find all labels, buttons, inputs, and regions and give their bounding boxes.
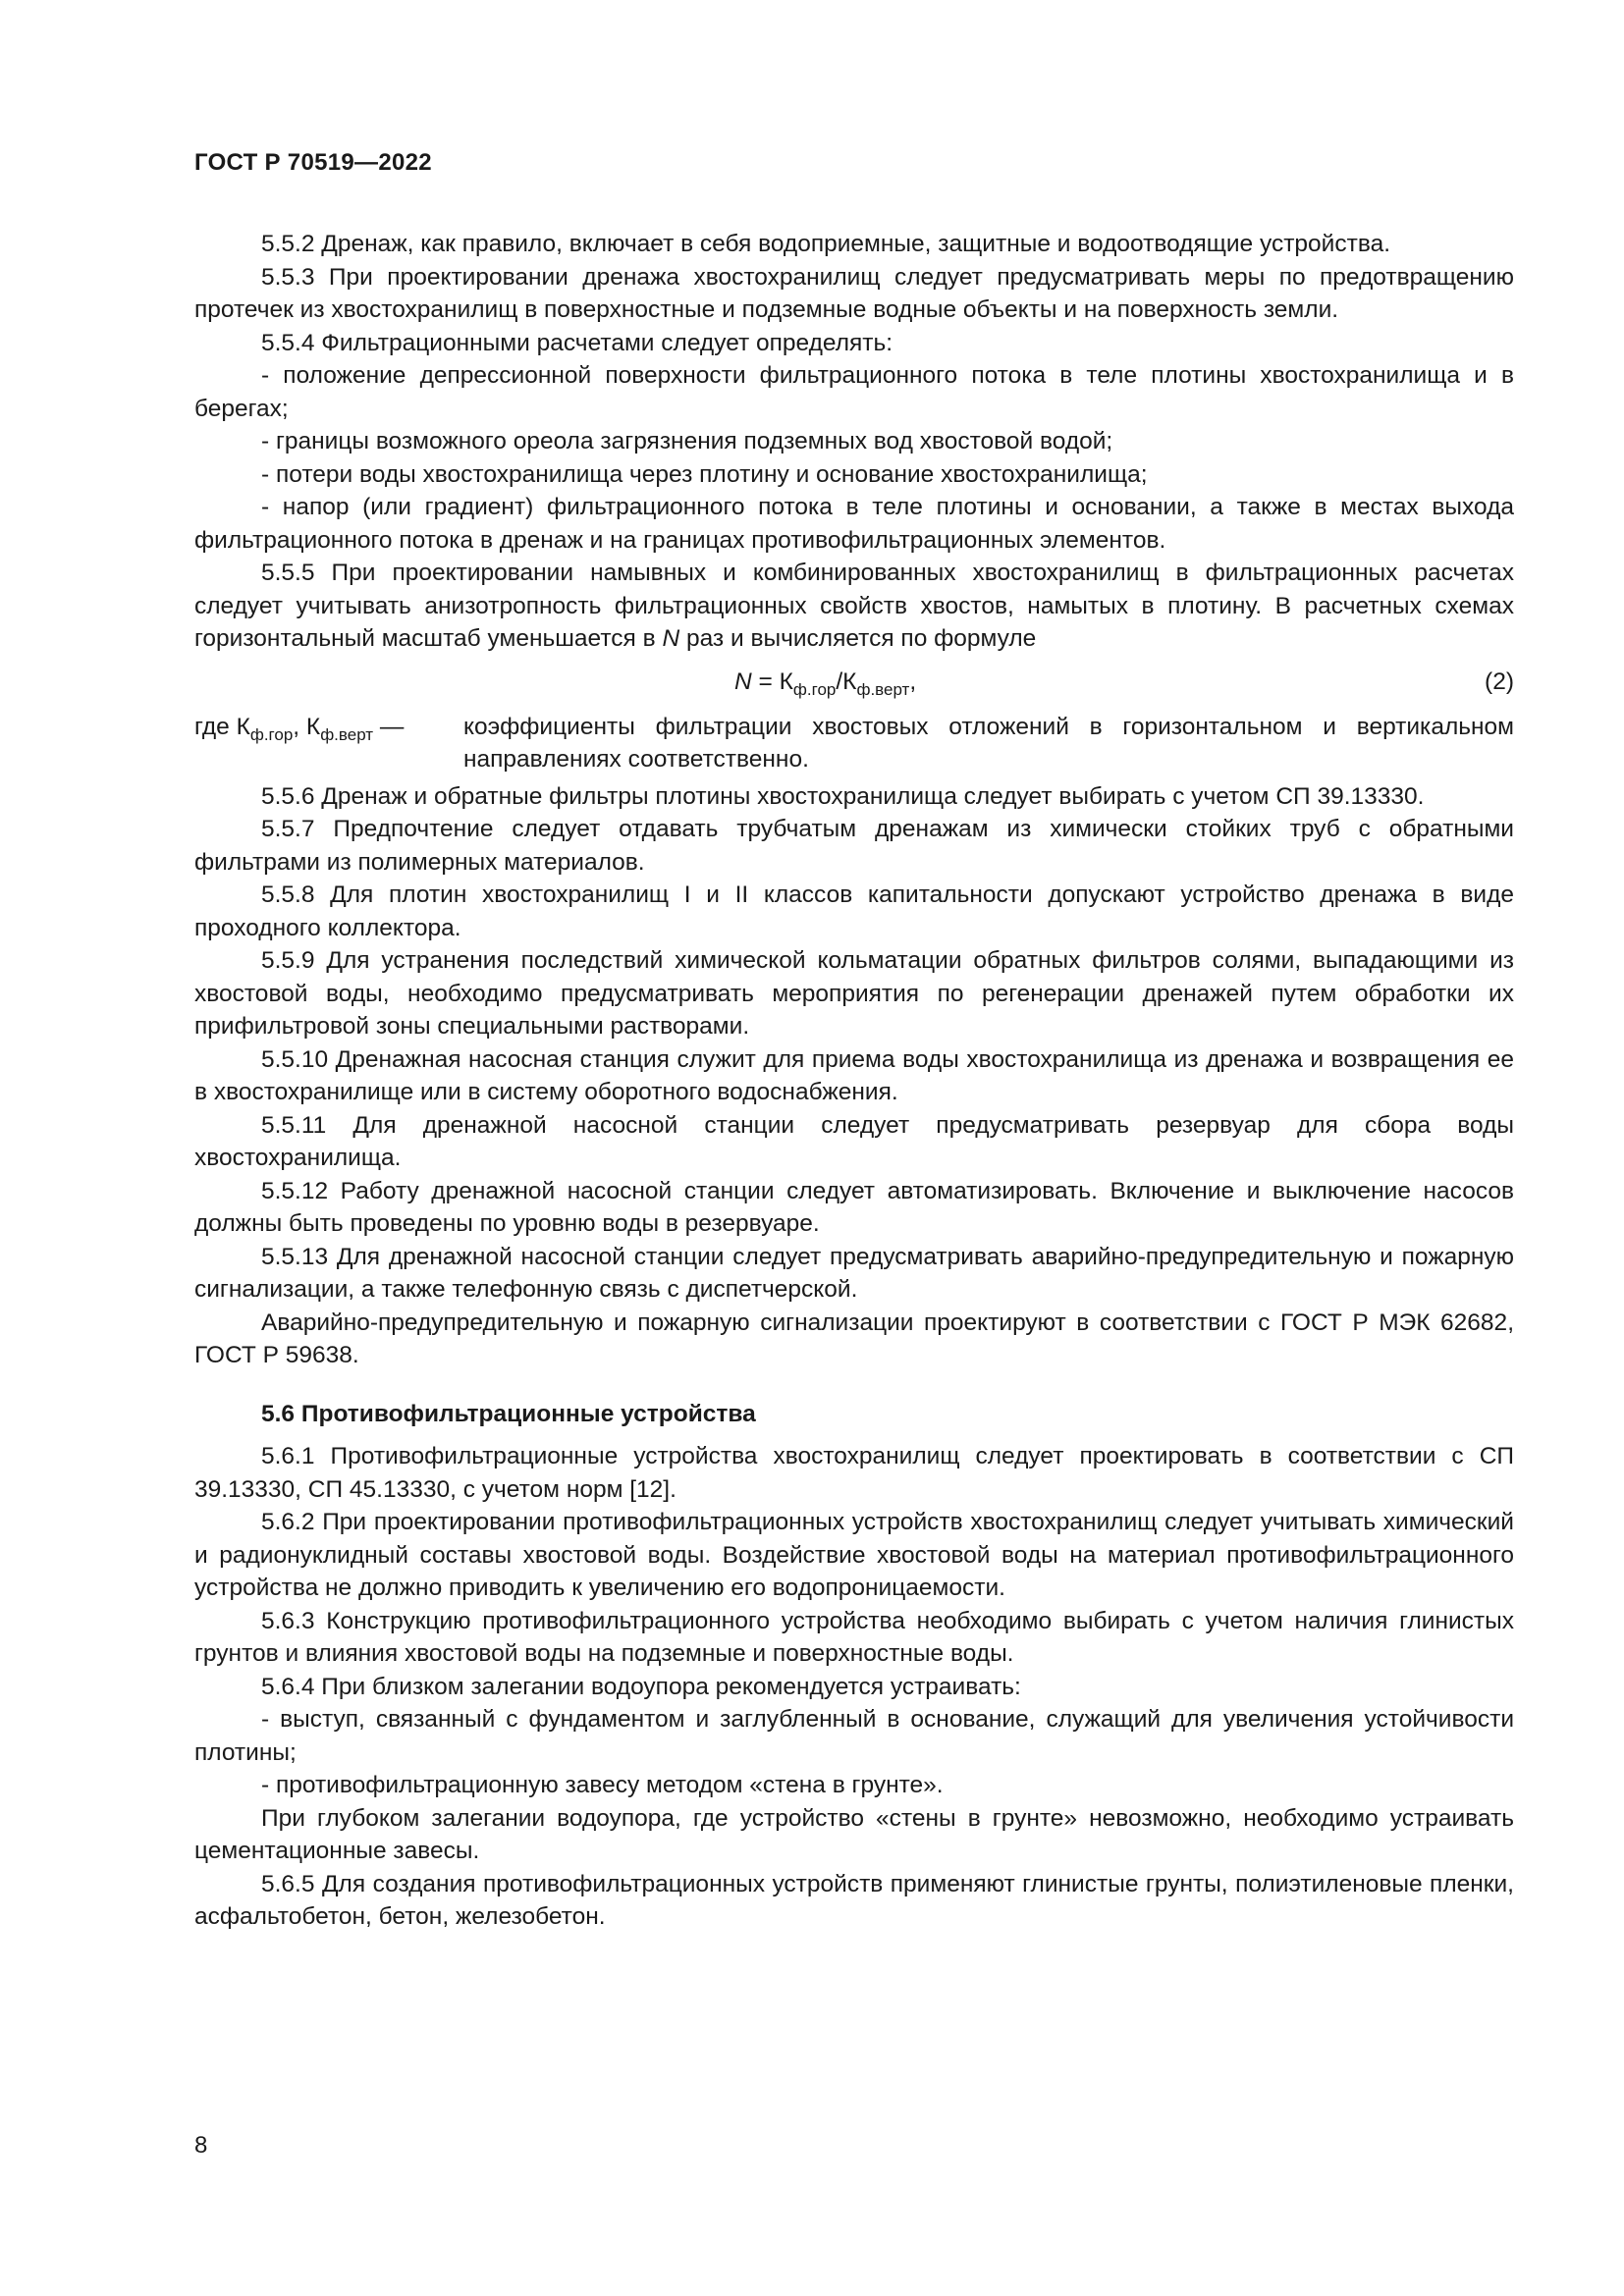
paragraph-5-5-2: 5.5.2 Дренаж, как правило, включает в себя водоприемные, защитные и водоотводящие устройства. bbox=[261, 231, 1391, 257]
explanation-subscript: ф.верт bbox=[320, 724, 374, 744]
paragraph-5-5-12: 5.5.12 Работу дренажной насосной станции следует автоматизировать. Включение и выключение насосов должны быть проведены по уровню воды в резервуаре. bbox=[194, 1177, 1514, 1237]
list-item: - границы возможного ореола загрязнения подземных вод хвостовой водой; bbox=[261, 428, 1113, 454]
paragraph-5-5-7: 5.5.7 Предпочтение следует отдавать трубчатым дренажам из химически стойких труб с обратными фильтрами из полимерных материалов. bbox=[194, 816, 1514, 876]
explanation-subscript: ф.гор bbox=[249, 724, 294, 744]
paragraph-5-5-13: 5.5.13 Для дренажной насосной станции следует предусматривать аварийно-предупредительную и пожарную сигнализации, а также телефонную связь с диспетчерской. bbox=[194, 1243, 1514, 1303]
paragraph-5-6-1: 5.6.1 Противофильтрационные устройства хвостохранилищ следует проектировать в соответствии с СП 39.13330, СП 45.13330, с учетом норм [12]. bbox=[194, 1443, 1514, 1503]
formula-subscript: ф.гор bbox=[792, 679, 837, 699]
formula-expression bbox=[734, 666, 916, 707]
explanation-text: коэффициенты фильтрации хвостовых отложений в горизонтальном и вертикальном направлениях соответственно. bbox=[463, 713, 1514, 773]
section-title-5-6: 5.6 Противофильтрационные устройства bbox=[261, 1400, 756, 1427]
paragraph-5-6-2: 5.6.2 При проектировании противофильтрационных устройств хвостохранилищ следует учитывать химический и радионуклидный составы хвостовой воды. Воздействие хвостовой воды на материал противофильтрационного устройства не должно приводить к увеличению его водопроницаемости. bbox=[194, 1509, 1514, 1601]
explanation-part: , К bbox=[293, 713, 321, 740]
document-body bbox=[194, 228, 1514, 1934]
paragraph-deep-aquiclude: При глубоком залегании водоупора, где устройство «стены в грунте» невозможно, необходимо устраивать цементационные завесы. bbox=[194, 1804, 1514, 1864]
paragraph-5-5-9: 5.5.9 Для устранения последствий химической кольматации обратных фильтров солями, выпадающими из хвостовой воды, необходимо предусматривать мероприятия по регенерации дренажей путем обработки их прифильтровой зоны специальными растворами. bbox=[194, 947, 1514, 1040]
explanation-symbols bbox=[194, 711, 463, 776]
list-item: - противофильтрационную завесу методом «стена в грунте». bbox=[261, 1772, 944, 1798]
page-number: 8 bbox=[194, 2132, 208, 2159]
paragraph-5-6-5: 5.6.5 Для создания противофильтрационных устройств применяют глинистые грунты, полиэтиленовые пленки, асфальтобетон, бетон, железобетон. bbox=[194, 1870, 1514, 1930]
paragraph-5-5-5 bbox=[194, 557, 1514, 656]
list-item: - положение депрессионной поверхности фильтрационного потока в теле плотины хвостохранилища и в берегах; bbox=[194, 362, 1514, 422]
formula-subscript: ф.верт bbox=[856, 679, 910, 699]
formula-part: = К bbox=[751, 667, 793, 695]
paragraph-5-5-6: 5.5.6 Дренаж и обратные фильтры плотины хвостохранилища следует выбирать с учетом СП 39.13330. bbox=[261, 782, 1425, 810]
list-item: - выступ, связанный с фундаментом и заглубленный в основание, служащий для увеличения устойчивости плотины; bbox=[194, 1706, 1514, 1766]
paragraph-5-5-11: 5.5.11 Для дренажной насосной станции следует предусматривать резервуар для сбора воды хвостохранилища. bbox=[194, 1111, 1514, 1171]
formula-2 bbox=[194, 662, 1514, 707]
variable-n: N bbox=[662, 625, 680, 652]
document-header: ГОСТ Р 70519—2022 bbox=[194, 149, 432, 176]
list-item: - потери воды хвостохранилища через плотину и основание хвостохранилища; bbox=[261, 460, 1148, 488]
paragraph-5-5-4: 5.5.4 Фильтрационными расчетами следует определять: bbox=[261, 329, 893, 356]
paragraph-text: раз и вычисляется по формуле bbox=[679, 625, 1037, 652]
formula-part: /К bbox=[836, 667, 857, 695]
paragraph-alarm-note: Аварийно-предупредительную и пожарную сигнализации проектируют в соответствии с ГОСТ Р МЭК 62682, ГОСТ Р 59638. bbox=[194, 1308, 1514, 1368]
explanation-part: где К bbox=[194, 713, 250, 740]
explanation-part: — bbox=[373, 713, 405, 740]
formula-number: (2) bbox=[1485, 667, 1514, 695]
paragraph-5-5-8: 5.5.8 Для плотин хвостохранилищ I и II классов капитальности допускают устройство дренажа в виде проходного коллектора. bbox=[194, 881, 1514, 941]
formula-explanation bbox=[194, 711, 1514, 776]
list-item: - напор (или градиент) фильтрационного потока в теле плотины и основании, а также в местах выхода фильтрационного потока в дренаж и на границах противофильтрационных элементов. bbox=[194, 494, 1514, 554]
paragraph-5-5-3: 5.5.3 При проектировании дренажа хвостохранилищ следует предусматривать меры по предотвращению протечек из хвостохранилищ в поверхностные и подземные водные объекты и на поверхность земли. bbox=[194, 263, 1514, 323]
paragraph-5-6-3: 5.6.3 Конструкцию противофильтрационного устройства необходимо выбирать с учетом наличия глинистых грунтов и влияния хвостовой воды на подземные и поверхностные воды. bbox=[194, 1607, 1514, 1667]
formula-part: , bbox=[909, 667, 917, 695]
paragraph-5-6-4: 5.6.4 При близком залегании водоупора рекомендуется устраивать: bbox=[261, 1673, 1021, 1700]
formula-variable: N bbox=[734, 667, 752, 695]
paragraph-text: 5.5.5 При проектировании намывных и комбинированных хвостохранилищ в фильтрационных расчетах следует учитывать анизотропность фильтрационных свойств хвостов, намытых в плотину. В расчетных схемах горизонтальный масштаб уменьшается в bbox=[194, 560, 1514, 652]
paragraph-5-5-10: 5.5.10 Дренажная насосная станция служит для приема воды хвостохранилища из дренажа и возвращения ее в хвостохранилище или в систему оборотного водоснабжения. bbox=[194, 1045, 1514, 1105]
